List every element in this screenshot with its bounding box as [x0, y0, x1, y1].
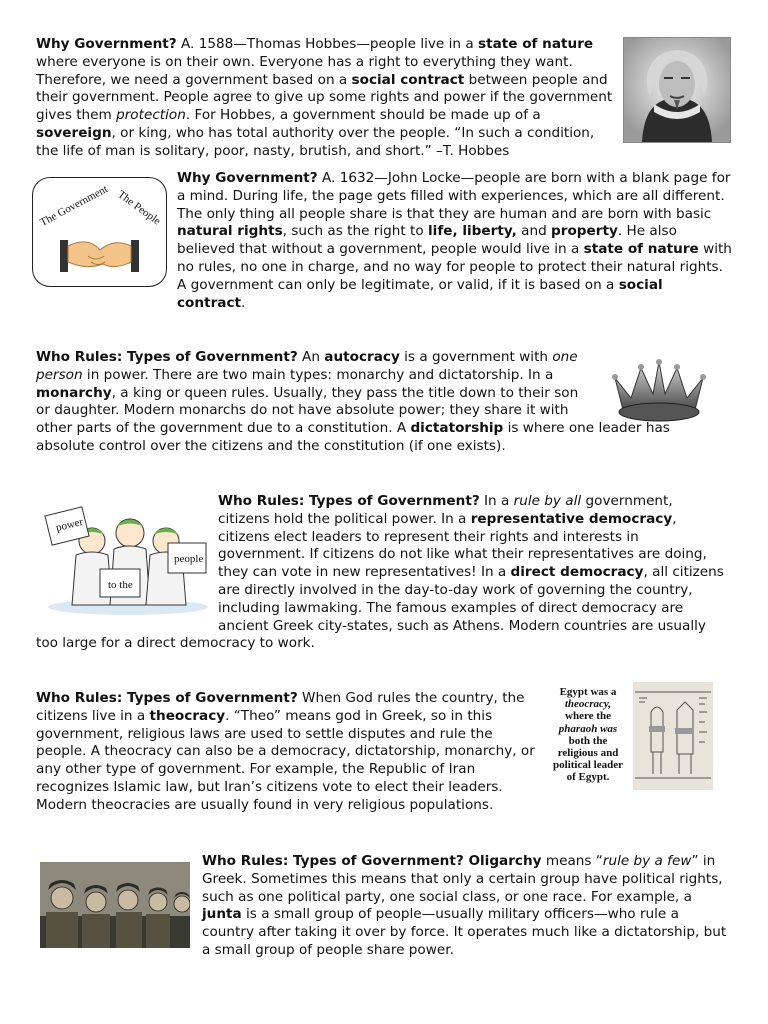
- body-text: between people and their government. People agree to give up some rights and power if the government gives them: [36, 71, 613, 124]
- section-autocracy: [36, 349, 716, 456]
- body-text: government, citizens hold the political power. In a: [218, 493, 673, 527]
- section-text: [36, 493, 726, 653]
- section-heading: Who Rules: Types of Government?: [36, 349, 298, 365]
- section-locke: [36, 170, 732, 312]
- key-term: direct democracy: [510, 564, 644, 581]
- section-heading: Who Rules: Types of Government? Oligarchy: [202, 853, 542, 869]
- body-text: is where one leader has absolute control over the citizens and the constitution (if one exists).: [36, 420, 670, 454]
- body-text: , all citizens are directly involved in the day-to-day work of governing the country, including lawmaking. The famous examples of direct democracy are ancient Greek city-states, such as Athens. Modern countries are usually too large for a direct democracy to work.: [36, 564, 724, 652]
- section-oligarchy: [36, 853, 734, 963]
- key-term: property: [551, 223, 618, 240]
- body-text: When God rules the country, the citizens live in a: [36, 690, 525, 724]
- key-term: dictatorship: [410, 420, 504, 437]
- section-heading: Who Rules: Types of Government?: [218, 493, 480, 509]
- body-text: , such as the right to: [282, 223, 429, 240]
- body-text: , citizens elect leaders to represent their rights and interests in government. If citizens do not like what their representatives are doing, they can vote in new representatives! In a: [218, 510, 707, 581]
- key-term: sovereign: [36, 124, 112, 141]
- body-text: A. 1588—Thomas Hobbes—people live in a: [176, 36, 478, 52]
- key-term: social contract: [177, 276, 663, 311]
- egypt-image: [545, 682, 713, 790]
- body-text: In a: [479, 493, 514, 509]
- key-term: theocracy: [149, 707, 226, 724]
- body-text: . He also believed that without a government, people would live in a: [177, 223, 677, 258]
- emphasis-text: rule by all: [513, 493, 582, 509]
- body-text: means “: [541, 853, 603, 869]
- body-text: with no rules, no one in charge, and no way for people to protect their natural rights. A government can only be legitimate, or valid, if it is based on a: [177, 241, 732, 293]
- sign-label: people: [174, 553, 204, 565]
- body-text: .: [241, 294, 246, 311]
- key-term: representative democracy: [470, 510, 673, 527]
- handshake-right-label: The People: [115, 188, 163, 228]
- key-term: state of nature: [477, 36, 594, 52]
- section-text: [36, 690, 536, 815]
- sign-label: to the: [108, 579, 133, 591]
- emphasis-text: protection: [116, 107, 186, 124]
- body-text: A. 1632—John Locke—people are born with a blank page for a mind. During life, the page gets filled with experiences, which are all different. The only thing all people share is that they are human and are born with basic: [177, 170, 731, 222]
- body-text: ” in Greek. Sometimes this means that only a certain group have political rights, such as one political party, one social class, or one race. For example, a: [202, 853, 723, 905]
- section-heading: Who Rules: Types of Government?: [36, 690, 298, 706]
- body-text: , a king or queen rules. Usually, they pass the title down to their son or daughter. Modern monarchs do not have absolute power; they share it with other parts of the government due to a constitution. A: [36, 384, 579, 437]
- portrait-hobbes-image: [623, 37, 731, 143]
- section-heading: Why Government?: [36, 36, 177, 52]
- section-text: [36, 36, 616, 161]
- key-term: state of nature: [583, 241, 699, 258]
- body-text: in power. There are two main types: monarchy and dictatorship. In a: [82, 366, 554, 383]
- key-term: junta: [202, 906, 242, 923]
- section-democracy: [36, 493, 726, 653]
- body-text: is a government with: [399, 349, 553, 365]
- key-term: social contract: [351, 71, 465, 88]
- handshake-left-label: The Government: [38, 183, 110, 229]
- section-hobbes: [36, 36, 616, 161]
- key-term: life, liberty,: [428, 223, 517, 240]
- key-term: natural rights: [177, 223, 283, 240]
- section-text: [36, 853, 734, 960]
- sign-label: power: [54, 515, 85, 535]
- section-text: [36, 349, 716, 456]
- section-theocracy: [36, 690, 536, 815]
- key-term: monarchy: [36, 384, 112, 401]
- body-text: . For Hobbes, a government should be made up of a: [185, 107, 541, 124]
- body-text: is a small group of people—usually military officers—who rule a country after taking it over by force. It operates much like a dictatorship, but a small group of people share power.: [202, 906, 727, 958]
- body-text: and: [516, 223, 552, 240]
- section-text: [36, 170, 732, 312]
- body-text: where everyone is on their own. Everyone has a right to everything they want. Therefore, we need a government based on a: [36, 53, 573, 88]
- egypt-caption: Egypt was a theocracy, where the pharaoh was both the religious and political leader of Egypt.: [553, 686, 623, 784]
- key-term: autocracy: [324, 349, 400, 365]
- emphasis-text: rule by a few: [602, 853, 692, 869]
- body-text: An: [297, 349, 325, 365]
- body-text: . “Theo” means god in Greek, so in this government, religious laws are used to settle disputes and rule the people. A theocracy can also be a democracy, dictatorship, monarchy, or any other type of government. For example, the Republic of Iran recognizes Islamic law, but Iran’s citizens vote to elect their leaders. Modern theocracies are usually found in very religious populations.: [36, 707, 535, 813]
- section-heading: Why Government?: [177, 170, 318, 186]
- emphasis-text: one person: [36, 349, 578, 383]
- body-text: , or king, who has total authority over the people. “In such a condition, the life of man is solitary, poor, nasty, brutish, and short.” –T. Hobbes: [36, 124, 595, 159]
